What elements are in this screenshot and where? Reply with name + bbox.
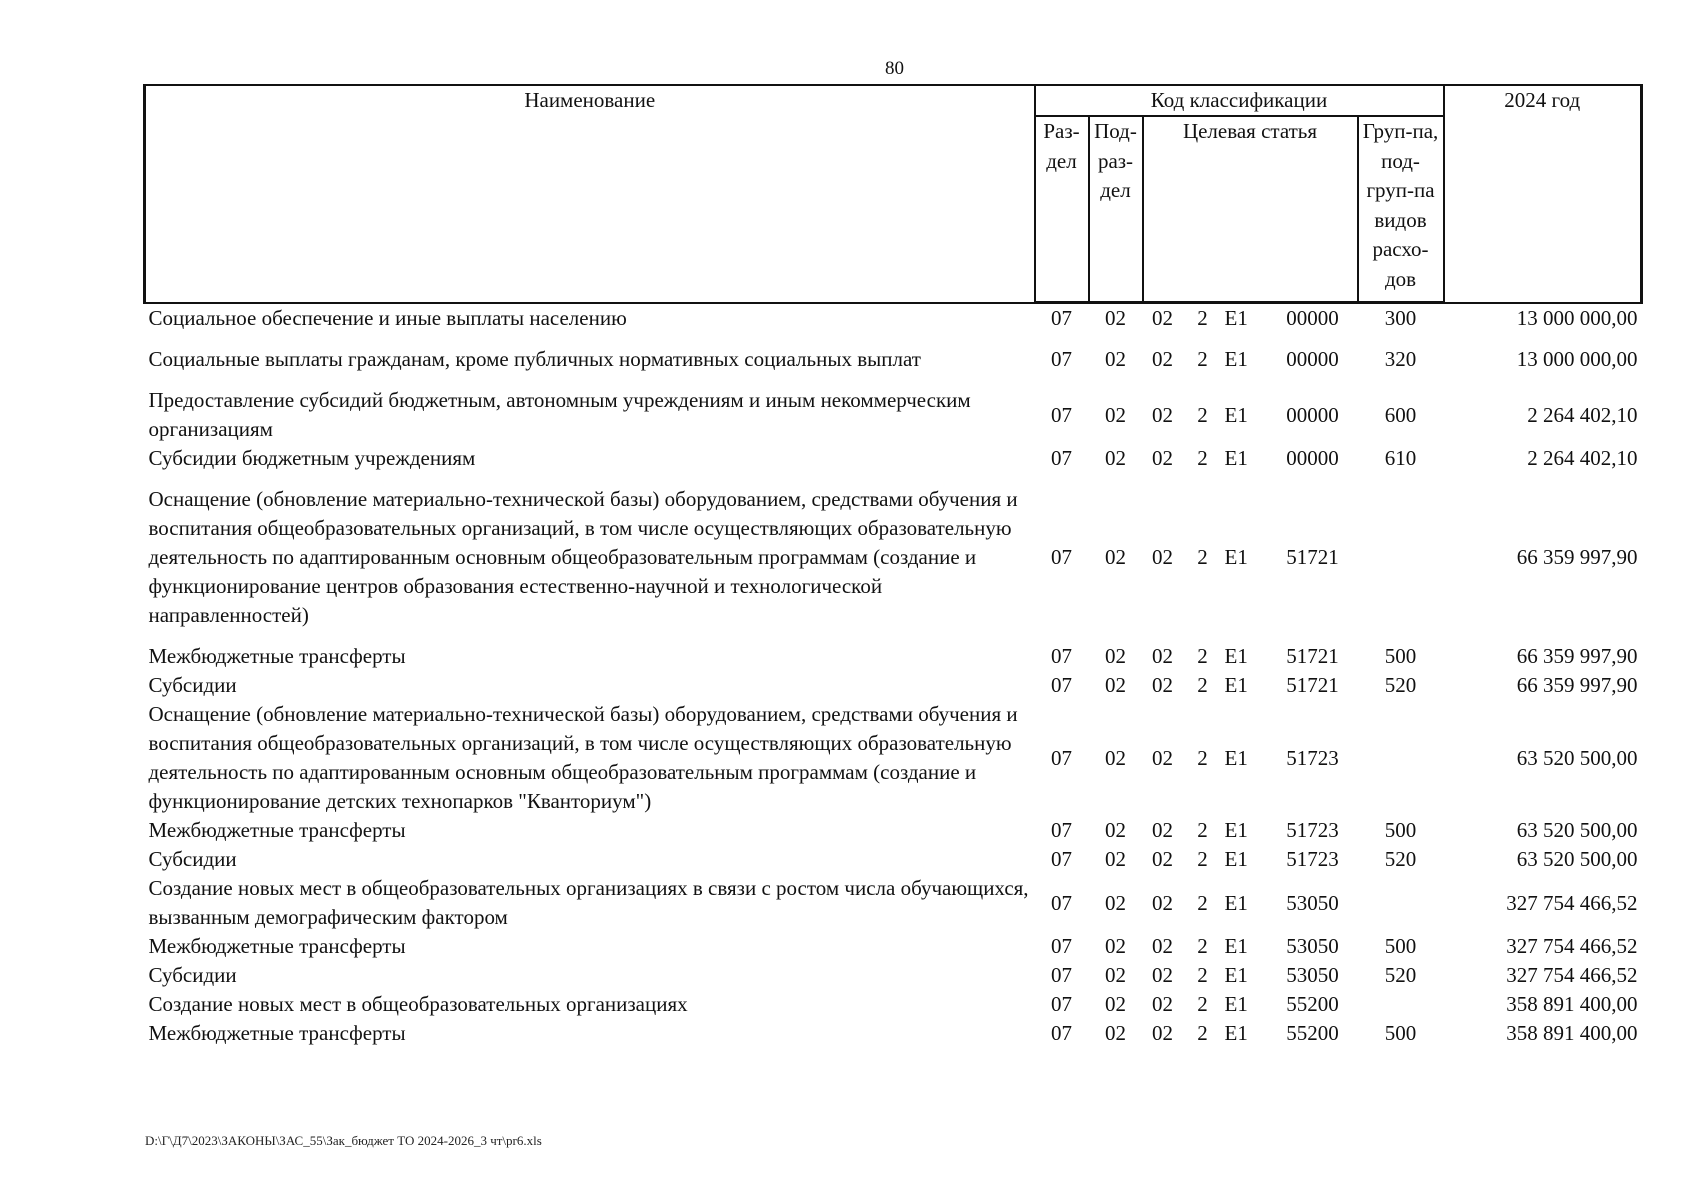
row-target-code-2: 2 xyxy=(1197,847,1208,871)
row-target-code-2: 2 xyxy=(1197,934,1208,958)
budget-table xyxy=(143,84,1643,1048)
row-target-code-1: 02 xyxy=(1152,347,1173,371)
row-name: Социальные выплаты гражданам, кроме публичных нормативных социальных выплат xyxy=(148,347,921,371)
row-name: Оснащение (обновление материально-технической базы) оборудованием, средствами обучения и воспитания общеобразовательных организаций, в том числе осуществляющих образовательную деятельность по адаптированным основным общеобразовательным программам (создание и функционирование детских технопарков "Кванториум") xyxy=(148,702,1018,813)
row-name: Создание новых мест в общеобразовательных организациях в связи с ростом числа обучающихся, вызванным демографическим фактором xyxy=(148,876,1029,929)
row-target-code-1: 02 xyxy=(1152,847,1173,871)
table-row xyxy=(145,485,1642,642)
row-target-code-4: 53050 xyxy=(1286,934,1339,958)
row-expense-group: 320 xyxy=(1384,347,1417,371)
row-target-code-1: 02 xyxy=(1152,963,1173,987)
header-expense-group-text: Груп-па, под-груп-па видов расхо-дов xyxy=(1362,119,1439,291)
row-target-code-4: 53050 xyxy=(1286,890,1339,915)
row-target-code-2: 2 xyxy=(1197,992,1208,1016)
table-row xyxy=(145,990,1642,1019)
row-expense-group xyxy=(1358,700,1444,816)
row-razdel: 07 xyxy=(1051,847,1072,871)
row-target-code-2: 2 xyxy=(1197,1021,1208,1045)
row-target-code-4: 00000 xyxy=(1286,446,1339,470)
row-target-code-3: E1 xyxy=(1224,306,1248,330)
row-sum: 63 520 500,00 xyxy=(1516,818,1638,842)
row-sum: 63 520 500,00 xyxy=(1516,847,1638,871)
header-target-article: Целевая статья xyxy=(1143,116,1358,303)
row-razdel: 07 xyxy=(1051,347,1072,371)
row-podrazdel: 02 xyxy=(1105,745,1126,770)
row-razdel: 07 xyxy=(1051,934,1072,958)
row-target-code-1: 02 xyxy=(1152,673,1173,697)
header-name: Наименование xyxy=(145,85,1035,303)
row-expense-group: 500 xyxy=(1384,644,1417,668)
row-expense-group: 600 xyxy=(1384,402,1417,427)
page-number: 80 xyxy=(885,58,904,79)
row-name: Межбюджетные трансферты xyxy=(148,818,406,842)
row-expense-group: 500 xyxy=(1384,934,1417,958)
row-razdel: 07 xyxy=(1051,1021,1072,1045)
row-name: Предоставление субсидий бюджетным, автономным учреждениям и иным некоммерческим организациям xyxy=(148,388,971,441)
table-row xyxy=(145,816,1642,845)
row-target-code-3: E1 xyxy=(1224,644,1248,668)
row-target-code-3: E1 xyxy=(1224,402,1248,427)
table-row xyxy=(145,642,1642,671)
row-expense-group: 610 xyxy=(1384,446,1417,470)
row-target-code-3: E1 xyxy=(1224,963,1248,987)
row-podrazdel: 02 xyxy=(1105,446,1126,470)
row-target-code-2: 2 xyxy=(1197,446,1208,470)
row-podrazdel: 02 xyxy=(1105,545,1126,569)
row-podrazdel: 02 xyxy=(1105,673,1126,697)
row-name: Межбюджетные трансферты xyxy=(148,1021,406,1045)
row-podrazdel: 02 xyxy=(1105,847,1126,871)
row-name: Социальное обеспечение и иные выплаты населению xyxy=(148,305,627,330)
row-name: Межбюджетные трансферты xyxy=(148,644,406,668)
table-row xyxy=(145,874,1642,932)
row-target-code-3: E1 xyxy=(1224,1021,1248,1045)
table-row xyxy=(145,845,1642,874)
row-target-code-3: E1 xyxy=(1224,992,1248,1016)
row-target-code-4: 55200 xyxy=(1286,992,1339,1016)
row-target-code-3: E1 xyxy=(1224,446,1248,470)
row-expense-group xyxy=(1358,485,1444,642)
row-target-code-1: 02 xyxy=(1152,446,1173,470)
table-row xyxy=(145,303,1642,346)
row-target-code-2: 2 xyxy=(1197,818,1208,842)
row-target-code-1: 02 xyxy=(1152,890,1173,915)
table-row xyxy=(145,671,1642,700)
table-row xyxy=(145,1019,1642,1048)
row-target-code-2: 2 xyxy=(1197,745,1208,770)
row-sum: 358 891 400,00 xyxy=(1506,1021,1638,1045)
row-target-code-4: 00000 xyxy=(1286,306,1339,330)
row-razdel: 07 xyxy=(1051,963,1072,987)
header-classification: Код классификации xyxy=(1035,85,1444,116)
row-podrazdel: 02 xyxy=(1105,1021,1126,1045)
file-path: D:\Г\Д7\2023\ЗАКОНЫ\ЗАС_55\Зак_бюджет ТО 2024-2026_3 чт\pr6.xls xyxy=(145,1133,542,1148)
row-name: Субсидии xyxy=(148,963,237,987)
row-razdel: 07 xyxy=(1051,306,1072,330)
row-razdel: 07 xyxy=(1051,890,1072,915)
header-razdel-text: Раз-дел xyxy=(1043,119,1080,173)
row-target-code-1: 02 xyxy=(1152,644,1173,668)
row-name: Оснащение (обновление материально-технической базы) оборудованием, средствами обучения и воспитания общеобразовательных организаций, в том числе осуществляющих образовательную деятельность по адаптированным основным общеобразовательным программам (создание и функционирование центров образования естественно-научной и технологической направленностей) xyxy=(148,487,1018,627)
row-sum: 66 359 997,90 xyxy=(1516,644,1638,668)
row-target-code-4: 51723 xyxy=(1286,847,1339,871)
row-target-code-3: E1 xyxy=(1224,745,1248,770)
row-podrazdel: 02 xyxy=(1105,992,1126,1016)
row-podrazdel: 02 xyxy=(1105,890,1126,915)
row-podrazdel: 02 xyxy=(1105,818,1126,842)
row-podrazdel: 02 xyxy=(1105,934,1126,958)
row-target-code-2: 2 xyxy=(1197,673,1208,697)
table-row xyxy=(145,386,1642,444)
table-row xyxy=(145,444,1642,485)
row-sum: 66 359 997,90 xyxy=(1516,673,1638,697)
row-sum: 358 891 400,00 xyxy=(1506,992,1638,1016)
row-razdel: 07 xyxy=(1051,644,1072,668)
row-sum: 327 754 466,52 xyxy=(1506,963,1638,987)
row-target-code-1: 02 xyxy=(1152,1021,1173,1045)
table-row xyxy=(145,961,1642,990)
row-expense-group: 500 xyxy=(1384,818,1417,842)
row-razdel: 07 xyxy=(1051,745,1072,770)
row-podrazdel: 02 xyxy=(1105,644,1126,668)
row-target-code-4: 51721 xyxy=(1286,673,1339,697)
row-expense-group: 520 xyxy=(1384,847,1417,871)
row-target-code-2: 2 xyxy=(1197,890,1208,915)
row-target-code-3: E1 xyxy=(1224,934,1248,958)
table-row xyxy=(145,345,1642,386)
row-name: Межбюджетные трансферты xyxy=(148,934,406,958)
row-target-code-3: E1 xyxy=(1224,673,1248,697)
row-target-code-2: 2 xyxy=(1197,963,1208,987)
row-target-code-1: 02 xyxy=(1152,818,1173,842)
row-sum: 2 264 402,10 xyxy=(1527,446,1638,470)
header-year: 2024 год xyxy=(1444,85,1642,303)
row-razdel: 07 xyxy=(1051,402,1072,427)
row-target-code-2: 2 xyxy=(1197,347,1208,371)
row-name: Создание новых мест в общеобразовательных организациях xyxy=(148,992,688,1016)
row-razdel: 07 xyxy=(1051,446,1072,470)
row-sum: 13 000 000,00 xyxy=(1516,347,1638,371)
row-razdel: 07 xyxy=(1051,818,1072,842)
row-target-code-4: 51723 xyxy=(1286,745,1339,770)
row-expense-group: 500 xyxy=(1384,1021,1417,1045)
row-podrazdel: 02 xyxy=(1105,402,1126,427)
row-sum: 327 754 466,52 xyxy=(1506,890,1638,915)
header-expense-group xyxy=(1358,116,1444,303)
row-target-code-4: 00000 xyxy=(1286,347,1339,371)
row-target-code-4: 00000 xyxy=(1286,402,1339,427)
row-target-code-2: 2 xyxy=(1197,545,1208,569)
row-sum: 13 000 000,00 xyxy=(1516,305,1638,330)
row-target-code-4: 51721 xyxy=(1286,644,1339,668)
header-podrazdel xyxy=(1089,116,1143,303)
row-name: Субсидии бюджетным учреждениям xyxy=(148,446,476,470)
table-header xyxy=(145,85,1642,303)
row-expense-group xyxy=(1358,874,1444,932)
row-expense-group: 520 xyxy=(1384,963,1417,987)
row-target-code-3: E1 xyxy=(1224,818,1248,842)
row-target-code-3: E1 xyxy=(1224,545,1248,569)
row-sum: 66 359 997,90 xyxy=(1516,545,1638,569)
row-target-code-2: 2 xyxy=(1197,402,1208,427)
row-target-code-4: 51721 xyxy=(1286,545,1339,569)
row-target-code-1: 02 xyxy=(1152,306,1173,330)
row-podrazdel: 02 xyxy=(1105,963,1126,987)
row-target-code-1: 02 xyxy=(1152,992,1173,1016)
row-target-code-1: 02 xyxy=(1152,934,1173,958)
table-row xyxy=(145,700,1642,816)
row-target-code-3: E1 xyxy=(1224,847,1248,871)
row-target-code-2: 2 xyxy=(1197,644,1208,668)
row-sum: 2 264 402,10 xyxy=(1527,402,1638,427)
header-podrazdel-text: Под-раз-дел xyxy=(1094,119,1137,202)
row-sum: 63 520 500,00 xyxy=(1516,745,1638,770)
row-razdel: 07 xyxy=(1051,545,1072,569)
row-target-code-1: 02 xyxy=(1152,745,1173,770)
row-target-code-3: E1 xyxy=(1224,890,1248,915)
row-expense-group: 300 xyxy=(1384,306,1417,330)
row-razdel: 07 xyxy=(1051,992,1072,1016)
row-target-code-2: 2 xyxy=(1197,306,1208,330)
header-razdel xyxy=(1035,116,1089,303)
row-target-code-4: 53050 xyxy=(1286,963,1339,987)
row-sum: 327 754 466,52 xyxy=(1506,934,1638,958)
row-expense-group xyxy=(1358,990,1444,1019)
row-target-code-4: 51723 xyxy=(1286,818,1339,842)
row-target-code-1: 02 xyxy=(1152,545,1173,569)
row-target-code-4: 55200 xyxy=(1286,1021,1339,1045)
row-target-code-3: E1 xyxy=(1224,347,1248,371)
row-razdel: 07 xyxy=(1051,673,1072,697)
row-podrazdel: 02 xyxy=(1105,306,1126,330)
row-podrazdel: 02 xyxy=(1105,347,1126,371)
row-name: Субсидии xyxy=(148,673,237,697)
table-row xyxy=(145,932,1642,961)
table-body xyxy=(145,303,1642,1049)
row-name: Субсидии xyxy=(148,847,237,871)
row-target-code-1: 02 xyxy=(1152,402,1173,427)
row-expense-group: 520 xyxy=(1384,673,1417,697)
